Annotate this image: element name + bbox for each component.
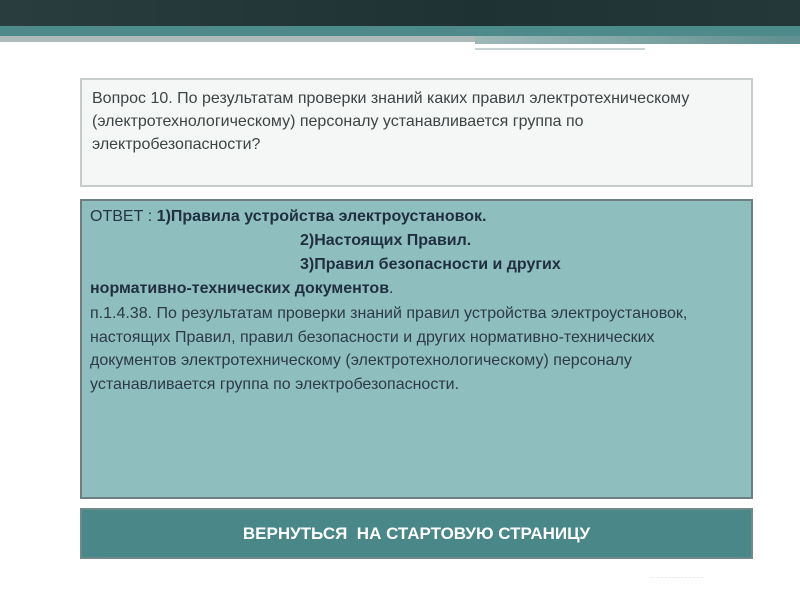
return-to-start-button[interactable] <box>80 508 753 559</box>
header-dark-bar <box>0 0 800 26</box>
answer-line-4 <box>90 277 743 301</box>
answer-item-3-period: . <box>389 280 394 297</box>
answer-box <box>80 199 753 499</box>
header-teal-bar <box>0 26 800 36</box>
question-box <box>80 78 753 187</box>
return-button-label: ВЕРНУТЬСЯ НА СТАРТОВУЮ СТРАНИЦУ <box>242 523 591 543</box>
answer-prefix: ОТВЕТ : <box>90 208 157 225</box>
answer-item-2: 2)Настоящих Правил. <box>300 232 472 249</box>
answer-item-3-continued: нормативно-технических документов <box>90 280 390 297</box>
answer-item-1: 1)Правила устройства электроустановок. <box>156 208 487 225</box>
question-text: Вопрос 10. По результатам проверки знаний каких правил электротехническому (электротехнологическому) персоналу устанавливается группа по электробезопасности? <box>92 90 690 153</box>
header-accent-bar <box>475 36 800 44</box>
answer-line-1 <box>90 205 743 229</box>
answer-line-2 <box>90 229 743 253</box>
footer-text: ········································· <box>650 575 705 580</box>
answer-line-3 <box>90 253 743 277</box>
answer-body: п.1.4.38. По результатам проверки знаний правил устройства электроустановок, настоящих Правил, правил безопасности и других нормативно-технических документов электротехническому (электротехнологическому) персоналу устанавливается группа по электробезопасности. <box>90 305 688 393</box>
header-thin-line <box>475 48 645 50</box>
answer-item-3: 3)Правил безопасности и других <box>300 256 561 273</box>
